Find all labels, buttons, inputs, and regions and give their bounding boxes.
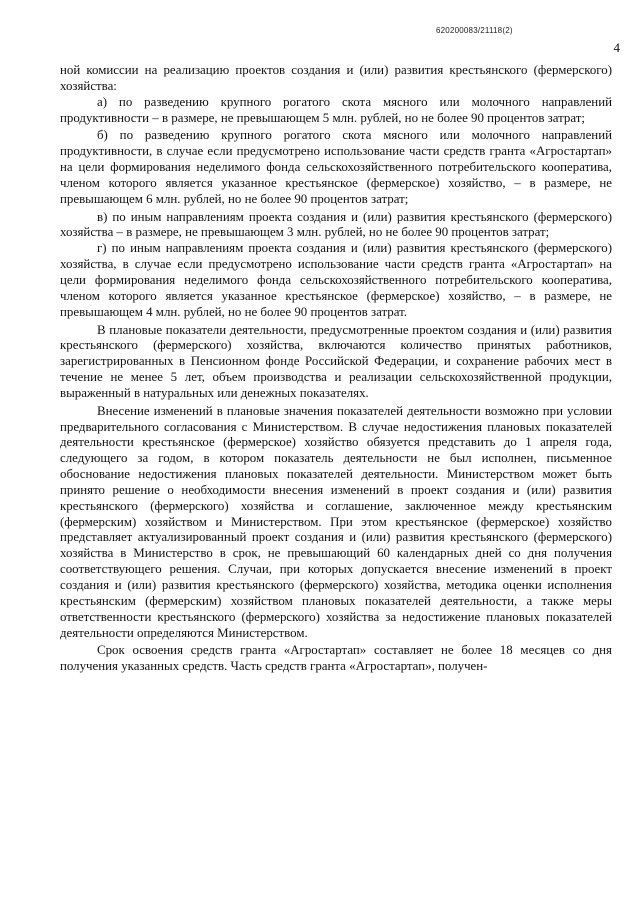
paragraph-indicator-changes: Внесение изменений в плановые значения показателей деятельности возможно при условии предварительного согласования с Министерством. В случае недостижения плановых показателей деятельности крестьянское (фермерское) хозяйство обязуется представить до 1 апреля года, следующего за годом, в котором показатель деятельности не был исполнен, письменное обоснование недостижения плановых показателей деятельности. Министерством может быть принято решение о необходимости внесения изменений в проект создания и (или) развития крестьянского (фермерского) хозяйства и соглашение, заключенное между крестьянским (фермерским) хозяйством и Министерством. При этом крестьянское (фермерское) хозяйство представляет актуализированный проект создания и (или) развития крестьянского (фермерского) хозяйства в Министерство в срок, не превышающий 60 календарных дней со дня получения соответствующего решения. Случаи, при которых допускается внесение изменений в проект создания и (или) развития крестьянского (фермерского) хозяйства, методика оценки исполнения крестьянским (фермерским) хозяйством плановых показателей деятельности, а также меры ответственности крестьянского (фермерского) хозяйства за недостижение плановых показателей деятельности определяются Министерством. [60, 403, 612, 640]
paragraph-item-v: в) по иным направлениям проекта создания и (или) развития крестьянского (фермерского) хозяйства – в размере, не превышающем 3 млн. рублей, но не более 90 процентов затрат; [60, 209, 612, 240]
paragraph-item-b: б) по разведению крупного рогатого скота мясного или молочного направлений продуктивности, в случае если предусмотрено использование части средств гранта «Агростартап» на цели формирования неделимого фонда сельскохозяйственного потребительского кооператива, членом которого является указанное крестьянское (фермерское) хозяйство, – в размере, не превышающем 6 млн. рублей, но не более 90 процентов затрат; [60, 128, 612, 206]
paragraph-performance-indicators: В плановые показатели деятельности, предусмотренные проектом создания и (или) развития крестьянского (фермерского) хозяйства, включаются количество принятых работников, зарегистрированных в Пенсионном фонде Российской Федерации, и сохранение рабочих мест в течение не менее 5 лет, объем производства и реализации сельскохозяйственной продукции, выраженный в натуральных или денежных показателях. [60, 322, 612, 400]
paragraph-continuation: ной комиссии на реализацию проектов создания и (или) развития крестьянского (фермерского) хозяйства: [60, 63, 612, 93]
paragraph-item-a: а) по разведению крупного рогатого скота мясного или молочного направлений продуктивности – в размере, не превышающем 5 млн. рублей, но не более 90 процентов затрат; [60, 94, 612, 125]
page-number: 4 [613, 40, 620, 55]
paragraph-grant-term: Срок освоения средств гранта «Агростартап» составляет не более 18 месяцев со дня получения указанных средств. Часть средств гранта «Агростартап», получен- [60, 643, 612, 674]
document-id: 620200083/21118(2) [436, 26, 513, 35]
paragraph-item-g: г) по иным направлениям проекта создания и (или) развития крестьянского (фермерского) хозяйства, в случае если предусмотрено использование части средств гранта «Агростартап» на цели формирования неделимого фонда сельскохозяйственного потребительского кооператива, членом которого является указанное крестьянское (фермерское) хозяйство, – в размере, не превышающем 4 млн. рублей, но не более 90 процентов затрат. [60, 241, 612, 319]
document-body [60, 63, 612, 675]
